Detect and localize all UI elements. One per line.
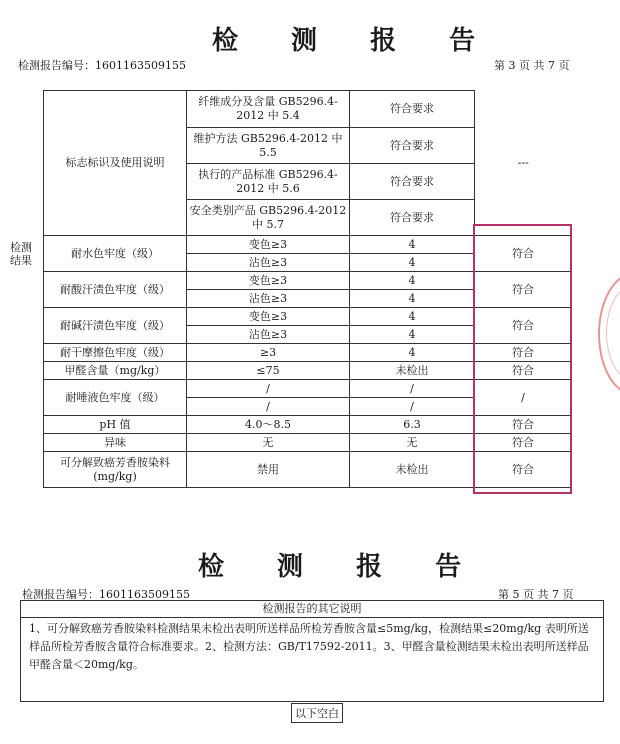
result-cell: 4 bbox=[350, 272, 475, 290]
result-cell: 未检出 bbox=[350, 362, 475, 380]
verdict-cell: 符合 bbox=[475, 236, 572, 272]
result-cell: 4 bbox=[350, 308, 475, 326]
verdict-cell: 符合 bbox=[475, 452, 572, 488]
item-label-dry-rubbing: 耐干摩擦色牢度（级） bbox=[44, 344, 187, 362]
requirement-cell: 维护方法 GB5296.4-2012 中 5.5 bbox=[187, 128, 350, 164]
top-report-title: 检 测 报 告 bbox=[212, 26, 498, 56]
verdict-cell: 符合 bbox=[475, 272, 572, 308]
item-label-odor: 异味 bbox=[44, 434, 187, 452]
result-cell: 符合要求 bbox=[350, 128, 475, 164]
requirement-cell: 纤维成分及含量 GB5296.4-2012 中 5.4 bbox=[187, 91, 350, 128]
bottom-report-title: 检 测 报 告 bbox=[198, 552, 484, 582]
notes-box bbox=[20, 600, 604, 702]
top-report-number: 检测报告编号：1601163509155 bbox=[18, 59, 186, 72]
requirement-cell: 无 bbox=[187, 434, 350, 452]
verdict-cell: / bbox=[475, 380, 572, 416]
result-cell: 符合要求 bbox=[350, 200, 475, 236]
notes-heading: 检测报告的其它说明 bbox=[21, 601, 603, 618]
requirement-cell: / bbox=[187, 380, 350, 398]
requirement-cell: 变色≥3 bbox=[187, 272, 350, 290]
requirement-cell: / bbox=[187, 398, 350, 416]
top-page-info: 第 3 页 共 7 页 bbox=[494, 59, 570, 72]
requirement-cell: 4.0～8.5 bbox=[187, 416, 350, 434]
verdict-cell: 符合 bbox=[475, 362, 572, 380]
requirement-cell: 沾色≥3 bbox=[187, 254, 350, 272]
item-label-saliva-fastness: 耐唾液色牢度（级） bbox=[44, 380, 187, 416]
verdict-cell: --- bbox=[475, 91, 572, 236]
item-label-azo-dyes: 可分解致癌芳香胺染料 (mg/kg) bbox=[44, 452, 187, 488]
requirement-cell: 禁用 bbox=[187, 452, 350, 488]
result-cell: 6.3 bbox=[350, 416, 475, 434]
verdict-cell: 符合 bbox=[475, 344, 572, 362]
requirement-cell: 变色≥3 bbox=[187, 308, 350, 326]
verdict-cell: 符合 bbox=[475, 308, 572, 344]
requirement-cell: 安全类别产品 GB5296.4-2012 中 5.7 bbox=[187, 200, 350, 236]
bottom-page-info: 第 5 页 共 7 页 bbox=[498, 588, 574, 601]
result-cell: 符合要求 bbox=[350, 91, 475, 128]
requirement-cell: ≤75 bbox=[187, 362, 350, 380]
result-cell: 未检出 bbox=[350, 452, 475, 488]
result-cell: / bbox=[350, 398, 475, 416]
requirement-cell: 执行的产品标准 GB5296.4-2012 中 5.6 bbox=[187, 164, 350, 200]
blank-marker: 以下空白 bbox=[291, 703, 343, 723]
requirement-cell: ≥3 bbox=[187, 344, 350, 362]
verdict-cell: 符合 bbox=[475, 434, 572, 452]
result-cell: 4 bbox=[350, 344, 475, 362]
item-label-alkali-perspiration: 耐碱汗渍色牢度（级） bbox=[44, 308, 187, 344]
result-cell: 4 bbox=[350, 236, 475, 254]
verdict-highlight-box bbox=[473, 224, 572, 494]
notes-text: 1、可分解致癌芳香胺染料检测结果未检出表明所送样品所检芳香胺含量≤5mg/kg，检测结果≤20mg/kg 表明所送样品所检芳香胺含量符合标准要求。2、检测方法：GB/T17592-2011。3、甲醛含量检测结果未检出表明所送样品甲醛含量＜20mg/kg。 bbox=[29, 622, 589, 671]
result-cell: 符合要求 bbox=[350, 164, 475, 200]
requirement-cell: 变色≥3 bbox=[187, 236, 350, 254]
bottom-report-number: 检测报告编号：1601163509155 bbox=[22, 588, 190, 601]
test-results-label: 检测 结果 bbox=[10, 241, 32, 267]
requirement-cell: 沾色≥3 bbox=[187, 290, 350, 308]
item-label-formaldehyde: 甲醛含量（mg/kg） bbox=[44, 362, 187, 380]
item-label-water-fastness: 耐水色牢度（级） bbox=[44, 236, 187, 272]
result-cell: 4 bbox=[350, 326, 475, 344]
result-cell: 无 bbox=[350, 434, 475, 452]
item-label-labeling: 标志标识及使用说明 bbox=[44, 91, 187, 236]
requirement-cell: 沾色≥3 bbox=[187, 326, 350, 344]
result-cell: 4 bbox=[350, 254, 475, 272]
item-label-ph: pH 值 bbox=[44, 416, 187, 434]
table-row bbox=[44, 91, 572, 128]
result-cell: / bbox=[350, 380, 475, 398]
result-cell: 4 bbox=[350, 290, 475, 308]
item-label-acid-perspiration: 耐酸汗渍色牢度（级） bbox=[44, 272, 187, 308]
verdict-cell: 符合 bbox=[475, 416, 572, 434]
